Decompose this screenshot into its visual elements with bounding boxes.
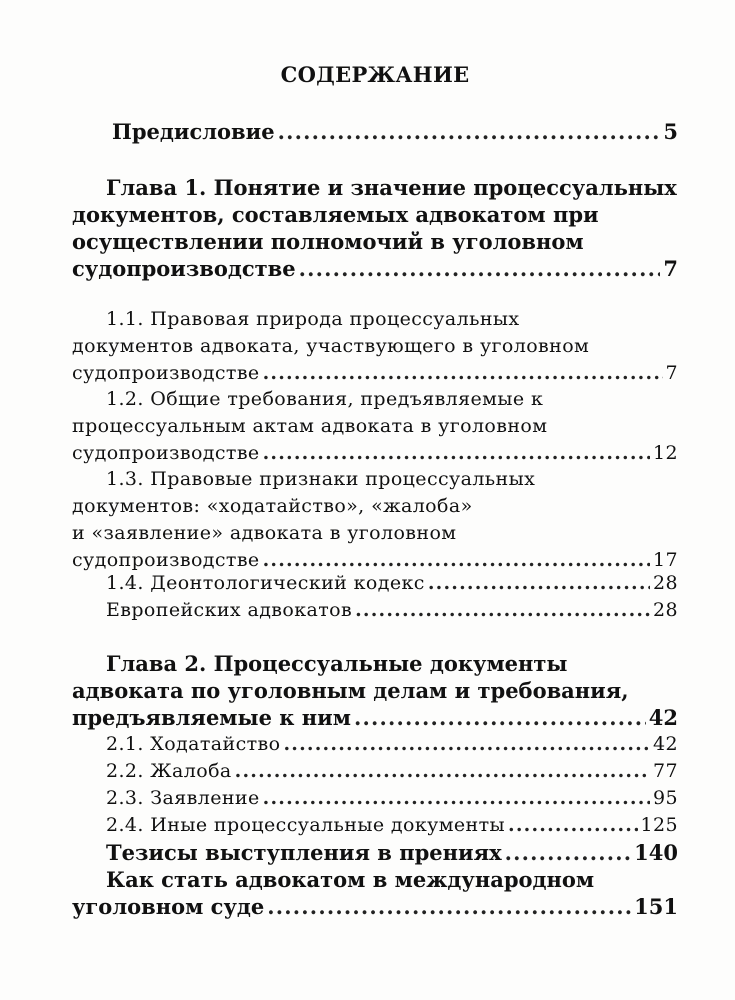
page-number: 28 <box>653 599 678 621</box>
page-number: 151 <box>634 894 678 919</box>
entry-title: Европейских адвокатов <box>106 599 353 621</box>
toc-row <box>72 758 678 785</box>
toc-entry-1-2 <box>72 386 678 467</box>
page-number: 5 <box>663 119 678 144</box>
dot-leader <box>263 785 650 812</box>
entry-line: Глава 2. Процессуальные документы <box>106 651 568 676</box>
toc-entry-theses <box>72 839 678 866</box>
entry-title: судопроизводстве <box>72 549 260 571</box>
toc-entries-chapter-2-sections <box>72 731 678 839</box>
toc-row <box>72 118 678 145</box>
toc-row <box>72 812 678 839</box>
dot-leader <box>278 118 661 145</box>
toc-row <box>72 360 678 387</box>
toc-entry-1-1 <box>72 306 678 387</box>
dot-leader <box>235 758 650 785</box>
toc-row <box>72 893 678 920</box>
page-number: 7 <box>665 362 678 384</box>
page-number: 12 <box>653 442 678 464</box>
toc-row <box>72 440 678 467</box>
entry-title: Тезисы выступления в прениях <box>106 840 502 865</box>
page-number: 77 <box>653 760 678 782</box>
page-title: СОДЕРЖАНИЕ <box>280 62 470 87</box>
toc-row <box>72 731 678 758</box>
entry-title: уголовном суде <box>72 894 265 919</box>
page-number: 140 <box>634 840 678 865</box>
dot-leader <box>263 440 650 467</box>
page-number: 42 <box>653 733 678 755</box>
entry-title: судопроизводстве <box>72 256 296 281</box>
toc-entry-international-court <box>72 866 678 920</box>
entry-line: документов, составляемых адвокатом при <box>72 202 599 227</box>
entry-title: предъявляемые к ним <box>72 705 351 730</box>
entry-title: 1.4. Деонтологический кодекс <box>106 572 425 594</box>
entry-title: Предисловие <box>112 119 275 144</box>
toc-entry-1-4 <box>72 570 678 624</box>
entry-line: Глава 1. Понятие и значение процессуальных <box>106 175 677 200</box>
entry-title: 2.1. Ходатайство <box>106 733 281 755</box>
dot-leader <box>283 731 650 758</box>
page-number: 42 <box>648 705 678 730</box>
toc-entry-chapter-2 <box>72 650 678 731</box>
dot-leader <box>505 839 632 866</box>
dot-leader <box>354 704 646 731</box>
toc-row <box>72 839 678 866</box>
entry-line: 1.1. Правовая природа процессуальных <box>106 308 520 330</box>
page-number: 125 <box>640 814 678 836</box>
entry-title: 2.3. Заявление <box>106 787 260 809</box>
toc-row <box>72 570 678 597</box>
toc-entry-chapter-1 <box>72 174 678 282</box>
dot-leader <box>428 570 650 597</box>
entry-line: и «заявление» адвоката в уголовном <box>72 522 457 544</box>
toc-row <box>72 785 678 812</box>
entry-title: 2.4. Иные процессуальные документы <box>106 814 506 836</box>
toc-entry-1-3 <box>72 466 678 574</box>
entry-line: осуществлении полномочий в уголовном <box>72 229 584 254</box>
dot-leader <box>355 597 650 624</box>
entry-line: документов: «ходатайство», «жалоба» <box>72 495 473 517</box>
entry-line: адвоката по уголовным делам и требования, <box>72 678 629 703</box>
page-number: 17 <box>653 549 678 571</box>
toc-row <box>72 597 678 624</box>
page-number: 28 <box>653 572 678 594</box>
toc-entry-preface <box>72 118 678 145</box>
entry-title: 2.2. Жалоба <box>106 760 232 782</box>
page-number: 95 <box>653 787 678 809</box>
entry-title: судопроизводстве <box>72 442 260 464</box>
dot-leader <box>263 360 663 387</box>
page-number: 7 <box>663 256 678 281</box>
entry-line: Как стать адвокатом в международном <box>106 867 595 892</box>
entry-line: документов адвоката, участвующего в уголовном <box>72 335 590 357</box>
toc-row <box>72 255 678 282</box>
dot-leader <box>267 893 631 920</box>
entry-line: процессуальным актам адвоката в уголовном <box>72 415 548 437</box>
entry-line: 1.3. Правовые признаки процессуальных <box>106 468 536 490</box>
toc-row <box>72 704 678 731</box>
entry-title: судопроизводстве <box>72 362 260 384</box>
dot-leader <box>508 812 637 839</box>
dot-leader <box>299 255 661 282</box>
entry-line: 1.2. Общие требования, предъявляемые к <box>106 388 544 410</box>
